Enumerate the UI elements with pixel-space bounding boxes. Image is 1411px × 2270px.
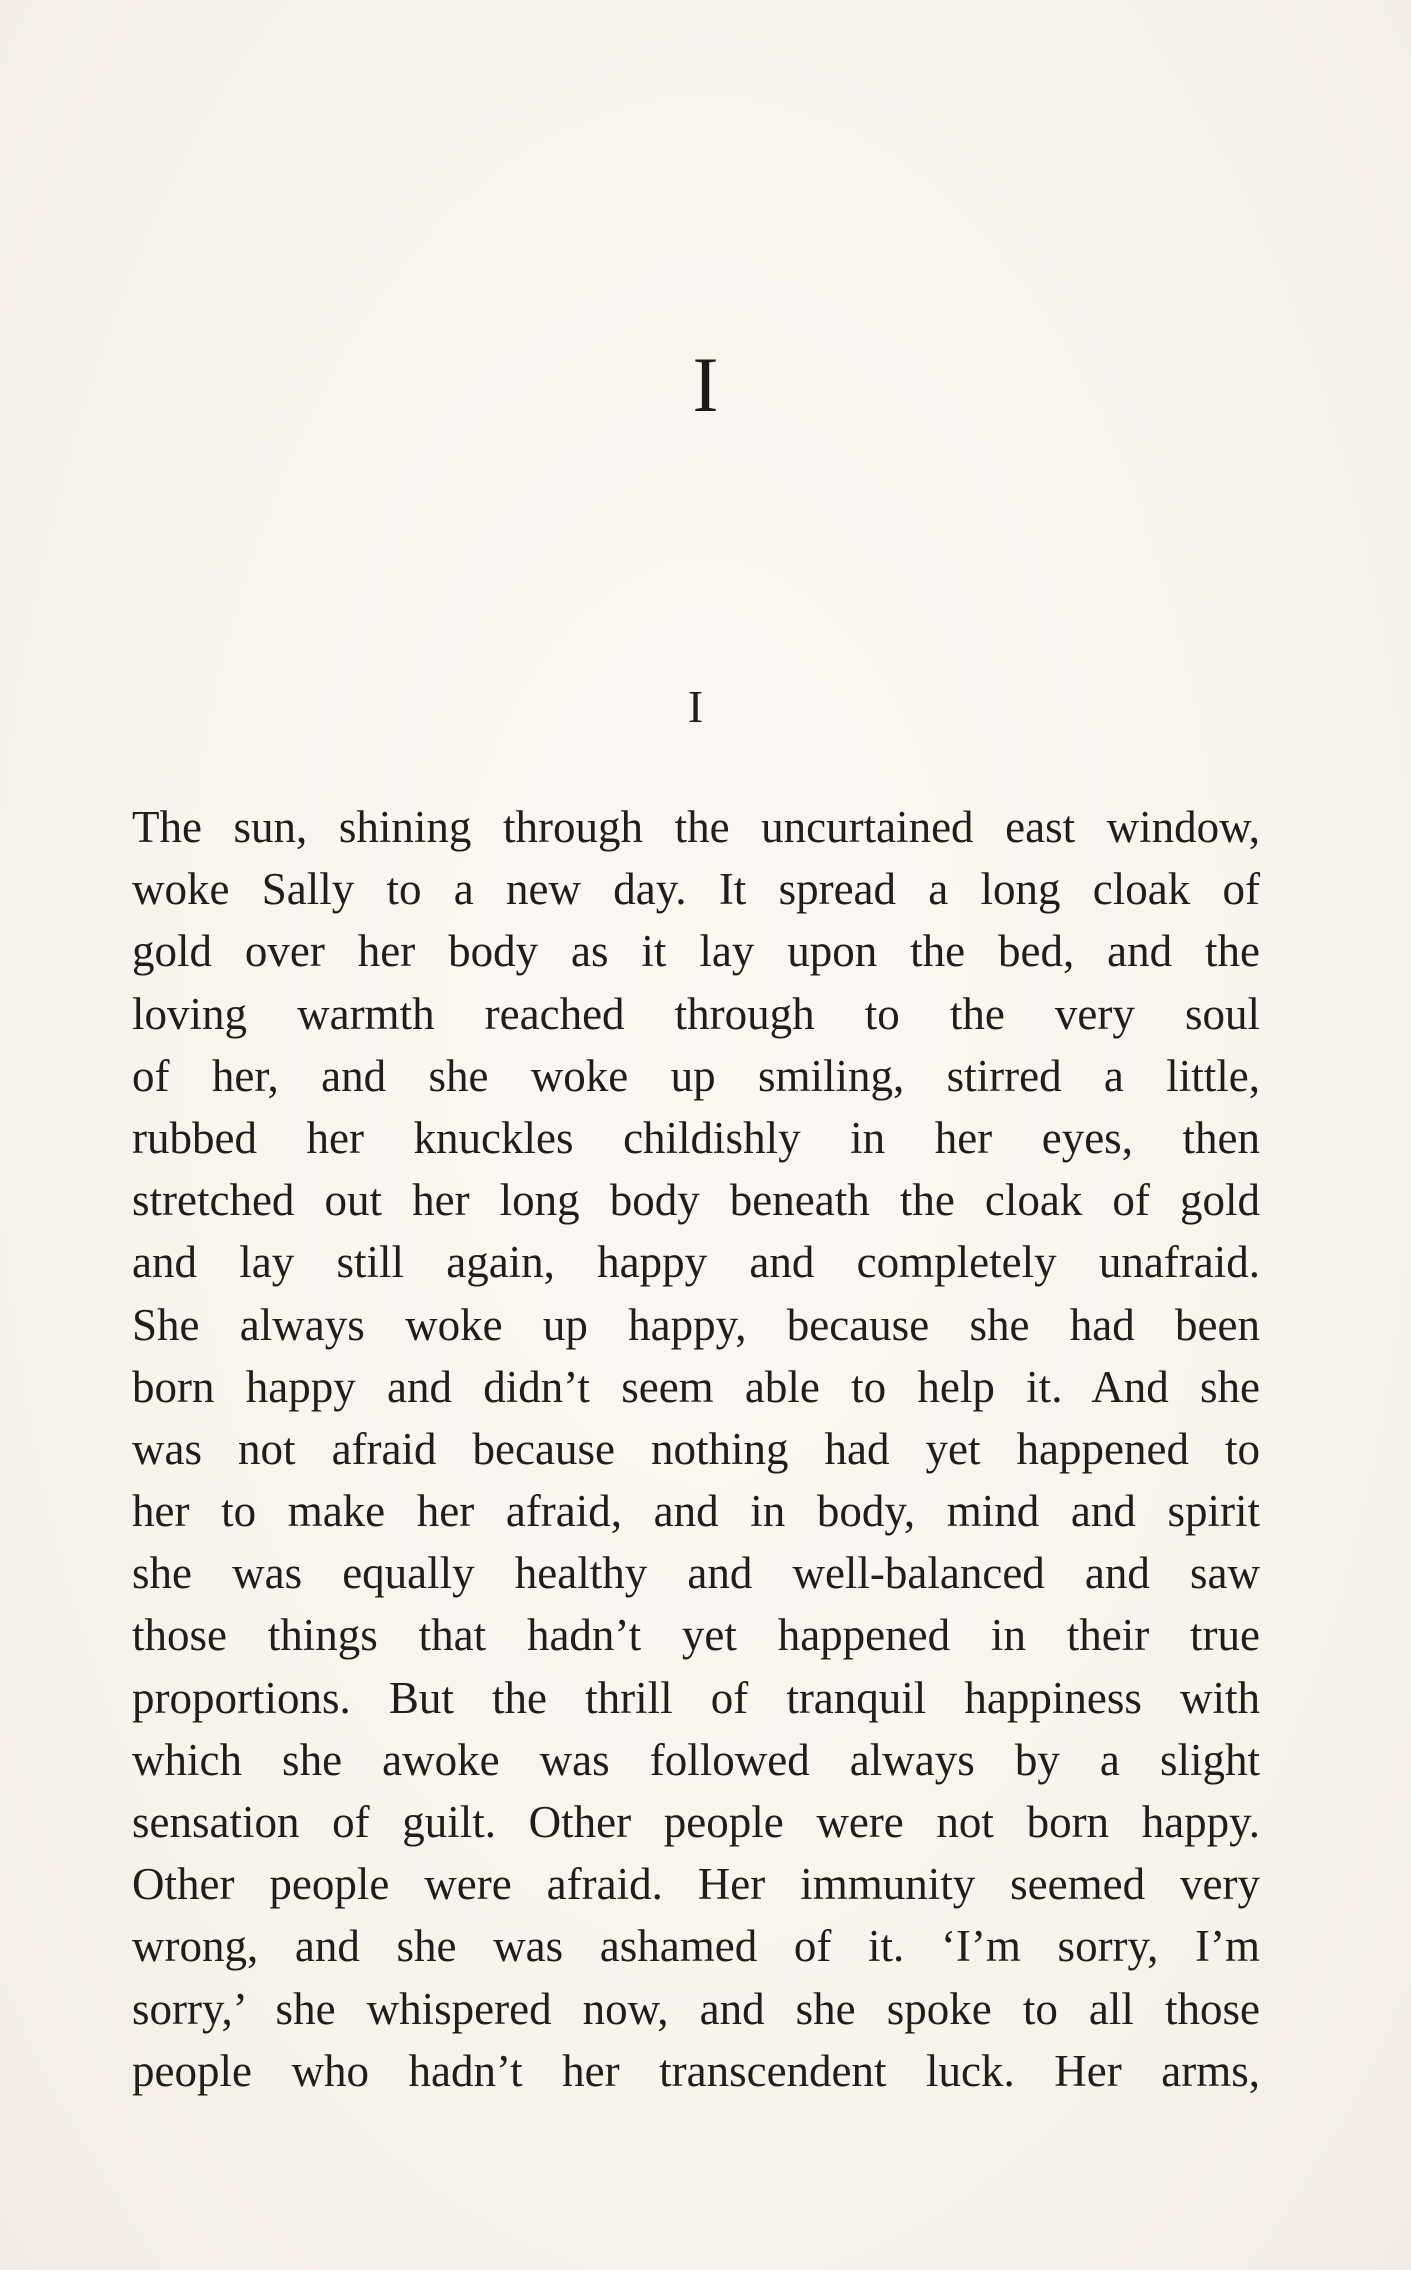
text-line: sensation of guilt. Other people were not born happy. (132, 1797, 1260, 1847)
text-line: proportions. But the thrill of tranquil happiness with (132, 1672, 1260, 1723)
text-line: born happy and didn’t seem able to help it. And she (132, 1361, 1260, 1412)
text-line: rubbed her knuckles childishly in her eyes, then (132, 1112, 1260, 1163)
text-line: She always woke up happy, because she had been (132, 1299, 1260, 1350)
text-line: Other people were afraid. Her immunity seemed very (132, 1859, 1260, 1910)
body-paragraph (132, 796, 1260, 2102)
text-line: The sun, shining through the uncurtained east window, (132, 802, 1260, 852)
text-line: and lay still again, happy and completely unafraid. (132, 1237, 1260, 1288)
text-line: sorry,’ she whispered now, and she spoke to all those (132, 1983, 1260, 2034)
text-line: woke Sally to a new day. It spread a long cloak of (132, 864, 1260, 915)
text-line: stretched out her long body beneath the cloak of gold (132, 1175, 1260, 1226)
text-line: gold over her body as it lay upon the bed, and the (132, 926, 1260, 977)
text-line: of her, and she woke up smiling, stirred a little, (132, 1050, 1260, 1101)
section-number: I (687, 681, 704, 732)
text-line: she was equally healthy and well-balanced and saw (132, 1548, 1260, 1599)
text-line: which she awoke was followed always by a slight (132, 1734, 1260, 1785)
text-line: her to make her afraid, and in body, mind and spirit (132, 1486, 1260, 1537)
text-line: was not afraid because nothing had yet happened to (132, 1423, 1260, 1474)
chapter-title: I (692, 341, 719, 428)
text-line: loving warmth reached through to the very soul (132, 988, 1260, 1039)
text-line: people who hadn’t her transcendent luck. Her arms, (132, 2045, 1260, 2096)
text-line: those things that hadn’t yet happened in their true (132, 1610, 1260, 1661)
text-line: wrong, and she was ashamed of it. ‘I’m sorry, I’m (132, 1921, 1260, 1972)
